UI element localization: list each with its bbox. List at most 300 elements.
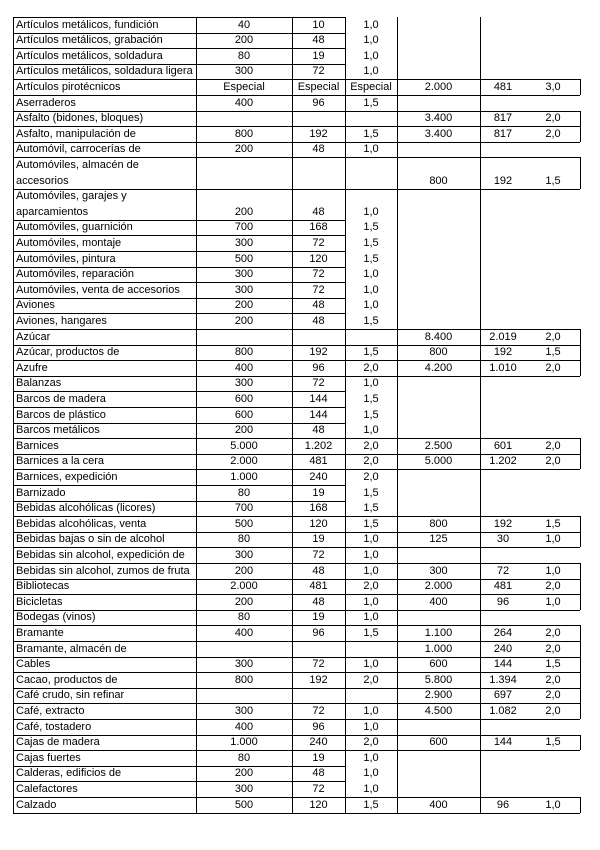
row-name: Aviones, hangares [16,314,107,327]
value-cell: 4.200 [424,361,453,374]
row-name: Calzado [16,798,57,811]
value-cell: 1,0 [545,798,561,811]
row-name: Aviones [16,299,55,312]
column-divider [397,189,398,220]
value-cell: 1,5 [363,252,379,265]
column-divider [397,220,398,236]
row-name: Azúcar [16,330,51,343]
column-divider [580,532,581,548]
row-divider [345,157,580,158]
value-cell: Especial [223,80,265,93]
value-cell: 697 [493,689,513,702]
value-cell: 200 [234,595,254,608]
column-divider [480,547,481,563]
value-cell: 72 [312,268,325,281]
value-cell: 2.500 [424,439,453,452]
value-cell: 1,0 [363,143,379,156]
value-cell: 2,0 [545,642,561,655]
row-name: Barcos de madera [16,392,106,405]
value-cell: 1,0 [363,751,379,764]
value-cell: 72 [312,65,325,78]
column-divider [580,79,581,95]
value-cell: 300 [429,564,448,577]
row-name: Barcos de plástico [16,408,106,421]
column-divider [580,797,581,813]
column-divider [480,251,481,267]
value-cell: 600 [234,392,254,405]
row-name: Calderas, edificios de [16,767,122,780]
value-cell: 48 [312,314,325,327]
value-cell: 1.000 [230,470,258,483]
value-cell: 817 [493,127,513,140]
column-divider [480,33,481,49]
column-divider [397,298,398,314]
value-cell: 1,5 [363,392,379,405]
row-name: Asfalto (bidones, bloques) [16,112,144,125]
value-cell: 2,0 [545,361,561,374]
value-cell: 1,5 [363,346,379,359]
value-cell: 1,0 [363,704,379,717]
column-divider [580,360,581,376]
value-cell: 200 [234,564,254,577]
column-divider [480,610,481,626]
value-cell: 144 [493,736,513,749]
value-cell: 1,0 [363,299,379,312]
value-cell: 1,5 [363,127,379,140]
row-name: Barnices a la cera [16,455,105,468]
column-divider [580,126,581,142]
value-cell: 80 [237,486,251,499]
value-cell: 1,5 [545,658,561,671]
column-divider [397,407,398,423]
row-name: Bibliotecas [16,580,70,593]
column-divider [580,516,581,532]
column-divider [397,766,398,782]
value-cell: 48 [312,424,325,437]
value-cell: 1,0 [363,564,379,577]
column-divider [480,48,481,64]
column-divider [480,189,481,220]
column-divider [13,17,14,813]
column-divider [397,469,398,485]
value-cell: 481 [309,580,328,593]
value-cell: 481 [493,580,513,593]
value-cell: 1,5 [545,174,561,187]
value-cell: 2.000 [424,580,453,593]
value-cell: 200 [234,205,254,218]
column-divider [580,563,581,579]
row-name: Automóviles, montaje [16,236,122,249]
column-divider [580,579,581,595]
row-name: Automóviles, almacén de [16,158,139,171]
row-name: Automóviles, guarnición [16,221,133,234]
value-cell: 48 [312,205,325,218]
value-cell: 240 [309,736,328,749]
row-divider [13,813,345,814]
value-cell: 2.000 [230,455,258,468]
value-cell: 1,0 [363,595,379,608]
row-name: Automóviles, pintura [16,252,116,265]
column-divider [480,298,481,314]
column-divider [480,376,481,392]
value-cell: 19 [312,751,325,764]
row-name: Cacao, productos de [16,673,118,686]
value-cell: 72 [312,377,325,390]
value-cell: 96 [496,798,510,811]
row-name: Azufre [16,361,48,374]
column-divider [580,735,581,751]
value-cell: 481 [309,455,328,468]
column-divider [480,407,481,423]
value-cell: 1,0 [363,49,379,62]
value-cell: 1,0 [545,533,561,546]
column-divider [480,313,481,329]
column-divider [397,267,398,283]
value-cell: 72 [312,782,325,795]
value-cell: 601 [493,439,513,452]
value-cell: 300 [234,658,254,671]
value-cell: 200 [234,299,254,312]
value-cell: 300 [234,377,254,390]
value-cell: 48 [312,595,325,608]
row-name: Cables [16,658,51,671]
column-divider [397,95,398,111]
row-name: Automóviles, garajes y [16,190,127,203]
column-divider [480,391,481,407]
value-cell: 1,0 [363,611,379,624]
value-cell: 2,0 [545,704,561,717]
row-name: Bebidas alcohólicas (licores) [16,502,156,515]
value-cell: 1.202 [304,439,333,452]
value-cell: 10 [312,18,325,31]
value-cell: 48 [312,34,325,47]
value-cell: 19 [312,49,325,62]
row-name: Bebidas sin alcohol, expedición de [16,548,185,561]
value-cell: 1,5 [363,517,379,530]
value-cell: 1.010 [489,361,517,374]
value-cell: 120 [309,517,328,530]
column-divider [580,688,581,704]
value-cell: 2,0 [363,455,379,468]
value-cell: 5.000 [424,455,453,468]
column-divider [580,157,581,188]
row-name: Calefactores [16,782,78,795]
value-cell: 400 [234,626,254,639]
column-divider [480,267,481,283]
row-name: Barnizado [16,486,66,499]
column-divider [397,750,398,766]
row-name: Bebidas alcohólicas, venta [16,517,147,530]
column-divider [397,142,398,158]
row-name: Barnices [16,439,59,452]
value-cell: 1,0 [363,782,379,795]
value-cell: 1,5 [363,798,379,811]
row-divider [345,813,580,814]
column-divider [580,657,581,673]
value-cell: 1,0 [363,205,379,218]
row-name: Bicicletas [16,595,63,608]
value-cell: 2,0 [545,626,561,639]
value-cell: 48 [312,564,325,577]
value-cell: 1,0 [363,377,379,390]
value-cell: 700 [234,502,254,515]
column-divider [480,95,481,111]
value-cell: 120 [309,798,328,811]
column-divider [397,423,398,439]
row-divider [345,189,580,190]
value-cell: 2.000 [230,580,258,593]
row-name: Azúcar, productos de [16,346,120,359]
column-divider [580,594,581,610]
value-cell: 2.000 [424,80,453,93]
value-cell: 300 [234,268,254,281]
column-divider [580,641,581,657]
value-cell: 1,0 [363,283,379,296]
value-cell: 2,0 [545,112,561,125]
value-cell: 1.000 [424,642,453,655]
value-cell: 1,5 [363,96,379,109]
value-cell: 2,0 [363,673,379,686]
column-divider [480,17,481,33]
value-cell: 1,0 [363,658,379,671]
value-cell: 1.100 [424,626,453,639]
column-divider [580,438,581,454]
row-name: Cajas fuertes [16,751,81,764]
column-divider [397,235,398,251]
value-cell: 96 [312,626,325,639]
value-cell: 1.202 [489,455,517,468]
value-cell: 240 [493,642,513,655]
column-divider [480,64,481,80]
row-name: aparcamientos [16,205,89,218]
value-cell: 192 [493,174,513,187]
value-cell: 168 [309,502,328,515]
row-name: Barcos metálicos [16,424,100,437]
column-divider [480,781,481,797]
value-cell: 800 [234,127,254,140]
column-divider [480,235,481,251]
column-divider [480,766,481,782]
column-divider [480,142,481,158]
value-cell: 5.800 [424,673,453,686]
value-cell: 600 [429,736,448,749]
value-cell: 80 [237,533,251,546]
value-cell: 400 [429,798,448,811]
column-divider [397,17,398,33]
column-divider [580,111,581,127]
value-cell: 300 [234,283,254,296]
column-divider [397,251,398,267]
value-cell: 1,0 [545,595,561,608]
row-name: Artículos metálicos, grabación [16,34,163,47]
column-divider [480,719,481,735]
value-cell: 264 [493,626,513,639]
value-cell: 1,0 [363,720,379,733]
column-divider [480,485,481,501]
value-cell: 400 [234,96,254,109]
value-cell: 192 [309,127,328,140]
value-cell: 1,0 [363,424,379,437]
value-cell: 400 [234,361,254,374]
row-name: Café, extracto [16,704,85,717]
column-divider [397,282,398,298]
row-name: accesorios [16,174,69,187]
row-name: Bebidas bajas o sin de alcohol [16,533,165,546]
value-cell: 1,0 [363,548,379,561]
value-cell: 40 [237,18,251,31]
value-cell: 1,5 [363,502,379,515]
value-cell: 800 [429,517,448,530]
row-name: Artículos metálicos, soldadura ligera [16,65,193,78]
value-cell: 168 [309,221,328,234]
value-cell: 80 [237,611,251,624]
column-divider [397,547,398,563]
value-cell: 1,5 [363,236,379,249]
value-cell: 96 [312,720,325,733]
value-cell: 2,0 [363,470,379,483]
column-divider [397,719,398,735]
row-name: Aserraderos [16,96,76,109]
value-cell: 2.900 [424,689,453,702]
value-cell: 72 [312,658,325,671]
column-divider [397,781,398,797]
value-cell: 19 [312,533,325,546]
value-cell: 1,0 [363,65,379,78]
row-name: Café crudo, sin refinar [16,689,125,702]
value-cell: 2,0 [545,689,561,702]
value-cell: 144 [493,658,513,671]
value-cell: 5.000 [230,439,258,452]
value-cell: 2,0 [545,455,561,468]
column-divider [397,391,398,407]
value-cell: 72 [312,704,325,717]
value-cell: 1,0 [363,268,379,281]
column-divider [480,469,481,485]
row-name: Barnices, expedición [16,470,118,483]
value-cell: 2,0 [363,736,379,749]
value-cell: 192 [309,673,328,686]
value-cell: 481 [493,80,513,93]
row-name: Automóviles, reparación [16,268,135,281]
column-divider [397,610,398,626]
value-cell: 48 [312,299,325,312]
value-cell: 1,0 [363,767,379,780]
value-cell: 200 [234,34,254,47]
value-cell: 400 [429,595,448,608]
value-cell: 1,0 [363,533,379,546]
value-cell: Especial [350,80,392,93]
column-divider [580,329,581,345]
value-cell: 19 [312,486,325,499]
value-cell: 192 [493,346,513,359]
value-cell: 300 [234,782,254,795]
value-cell: 1,5 [545,736,561,749]
row-name: Asfalto, manipulación de [16,127,136,140]
row-name: Bramante [16,626,64,639]
value-cell: 300 [234,65,254,78]
value-cell: 72 [312,548,325,561]
value-cell: 600 [234,408,254,421]
value-cell: 2,0 [545,127,561,140]
column-divider [397,376,398,392]
column-divider [580,703,581,719]
value-cell: 2,0 [363,361,379,374]
column-divider [397,313,398,329]
value-cell: 200 [234,767,254,780]
value-cell: 1,5 [545,346,561,359]
value-cell: 4.500 [424,704,453,717]
value-cell: 3,0 [545,80,561,93]
value-cell: 240 [309,470,328,483]
value-cell: 19 [312,611,325,624]
value-cell: 1,0 [363,34,379,47]
row-name: Balanzas [16,377,62,390]
value-cell: 500 [234,252,254,265]
value-cell: Especial [297,80,340,93]
value-cell: 400 [234,720,254,733]
value-cell: 96 [312,361,325,374]
value-cell: 1,5 [363,221,379,234]
value-cell: 48 [312,767,325,780]
value-cell: 1.082 [489,704,517,717]
value-cell: 144 [309,392,328,405]
value-cell: 2.019 [489,330,517,343]
value-cell: 96 [312,96,325,109]
value-cell: 1.394 [489,673,517,686]
row-name: Artículos metálicos, soldadura [16,49,163,62]
value-cell: 72 [312,283,325,296]
row-name: Automóvil, carrocerías de [16,143,141,156]
column-divider [580,345,581,361]
column-divider [480,750,481,766]
value-cell: 200 [234,424,254,437]
value-cell: 80 [237,49,251,62]
value-cell: 1,0 [363,18,379,31]
value-cell: 1,5 [363,486,379,499]
row-name: Artículos pirotécnicos [16,80,121,93]
row-name: Café, tostadero [16,720,92,733]
value-cell: 2,0 [363,439,379,452]
row-name: Bebidas sin alcohol, zumos de fruta [16,564,190,577]
value-cell: 1,5 [363,408,379,421]
value-cell: 1,5 [363,626,379,639]
value-cell: 72 [312,236,325,249]
column-divider [480,423,481,439]
value-cell: 500 [234,798,254,811]
column-divider [480,501,481,517]
value-cell: 192 [493,517,513,530]
column-divider [397,64,398,80]
column-divider [397,48,398,64]
value-cell: 3.400 [424,127,453,140]
value-cell: 500 [234,517,254,530]
value-cell: 192 [309,346,328,359]
value-cell: 1,5 [545,517,561,530]
row-name: Bramante, almacén de [16,642,127,655]
value-cell: 300 [234,236,254,249]
value-cell: 300 [234,704,254,717]
value-cell: 8.400 [424,330,453,343]
value-cell: 30 [496,533,510,546]
column-divider [580,454,581,470]
row-name: Automóviles, venta de accesorios [16,283,180,296]
row-name: Artículos metálicos, fundición [16,18,159,31]
value-cell: 700 [234,221,254,234]
value-cell: 80 [237,751,251,764]
value-cell: 125 [429,533,448,546]
column-divider [480,220,481,236]
value-cell: 2,0 [545,580,561,593]
